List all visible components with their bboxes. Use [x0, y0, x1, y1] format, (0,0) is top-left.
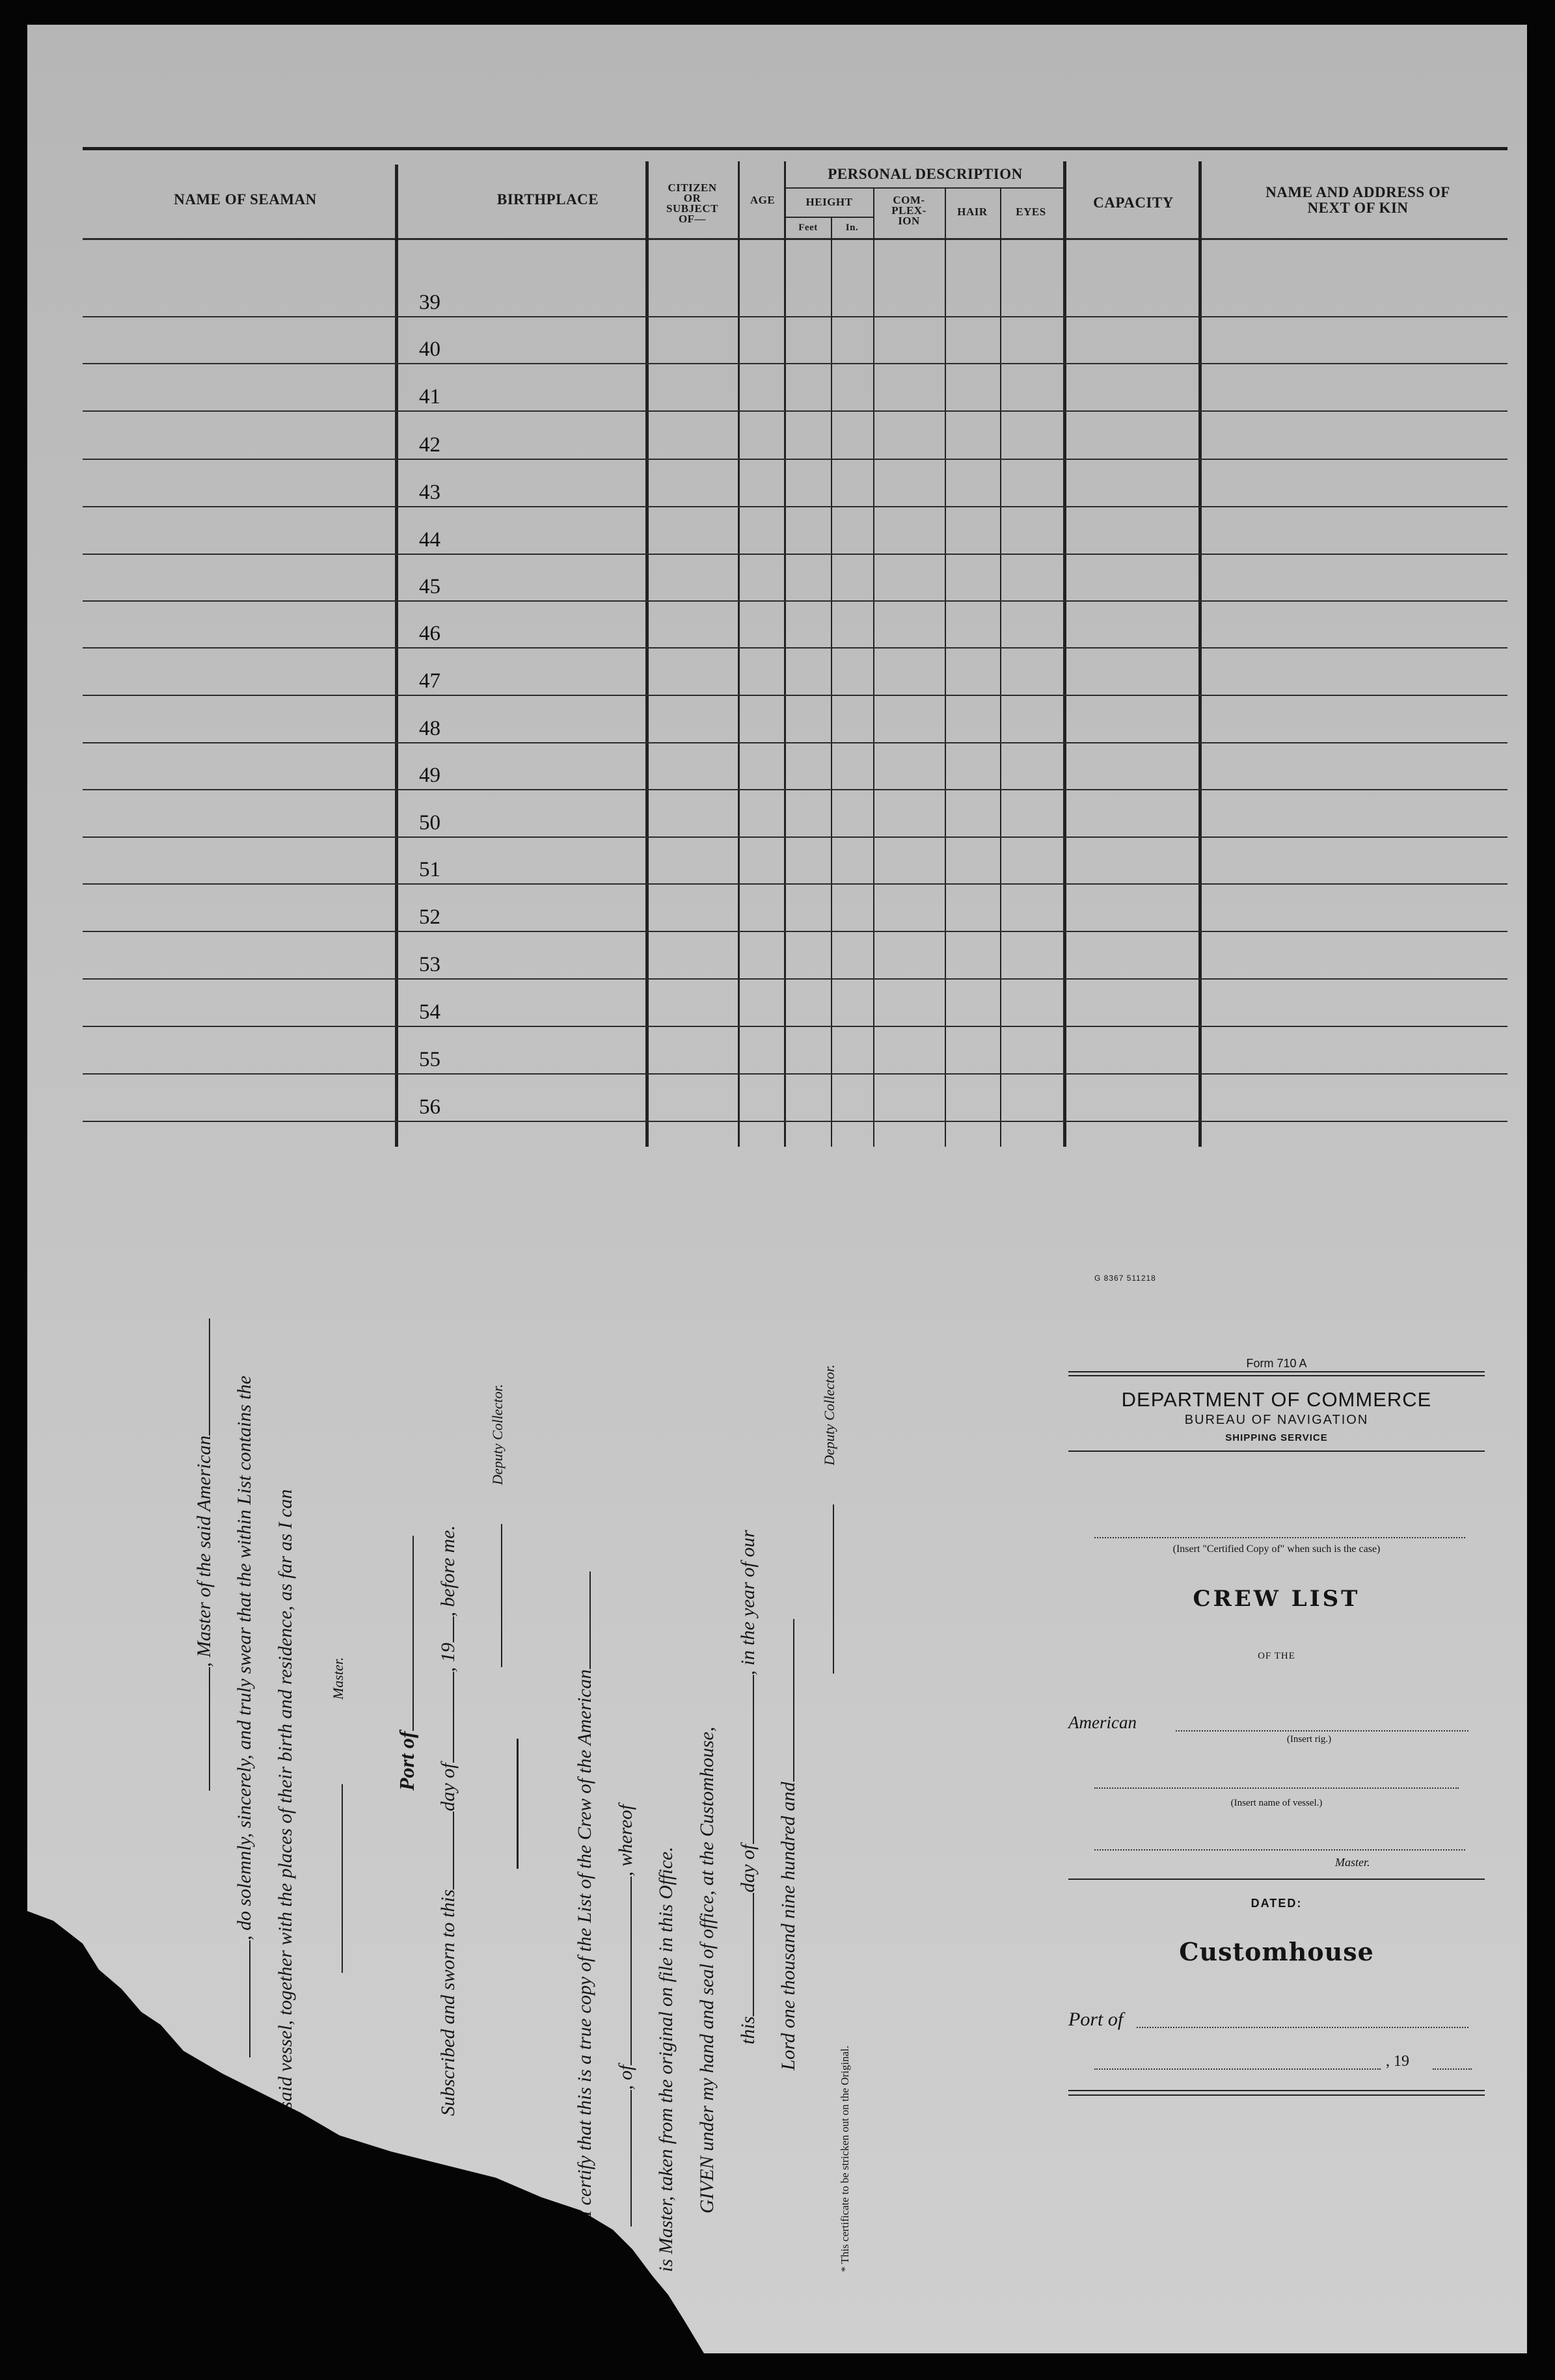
header-hair: HAIR [957, 206, 988, 218]
header-height: HEIGHT [805, 196, 853, 208]
table-row: 41 [83, 365, 1508, 412]
table-row: 43 [83, 461, 1508, 507]
table-row: 45 [83, 555, 1508, 602]
oath-master-line: , Master of the said American [193, 1318, 215, 1791]
torn-corner-damage [27, 25, 1527, 2353]
header-inches: In. [845, 222, 859, 233]
table-row: 56 [83, 1075, 1508, 1122]
table-row: 54 [83, 980, 1508, 1027]
certify-is-master: is Master, taken from the original on file in this Office. [655, 1847, 677, 2272]
oath-deputy-collector-1: Deputy Collector. [489, 1384, 506, 1667]
year-label: , 19 [1386, 2053, 1409, 2070]
certify-of-line: , of, whereof [615, 1804, 637, 2226]
header-eyes: EYES [1016, 206, 1046, 218]
customhouse-title: Customhouse [1179, 1937, 1374, 1966]
oath-port-of: Port of [395, 1536, 419, 1791]
insert-certified-note: (Insert "Certified Copy of" when such is the case) [1172, 1544, 1381, 1555]
of-the-label: OF THE [1258, 1651, 1295, 1661]
table-row: 48 [83, 697, 1508, 743]
department-title: DEPARTMENT OF COMMERCE [1121, 1388, 1432, 1411]
header-capacity: CAPACITY [1093, 194, 1174, 211]
oath-deputy-collector-2: Deputy Collector. [821, 1365, 838, 1674]
port-of-label: Port of [1068, 2009, 1124, 2030]
service-title: SHIPPING SERVICE [1225, 1432, 1328, 1443]
table-row: 52 [83, 885, 1508, 932]
table-row: 46 [83, 602, 1508, 648]
oath-master-signature: Master. [330, 1657, 347, 1973]
table-row: 40 [83, 317, 1508, 364]
header-complexion: COM- PLEX- ION [891, 194, 926, 227]
table-row: 39 [83, 271, 1508, 317]
header-next-of-kin: NAME AND ADDRESS OF NEXT OF KIN [1265, 184, 1450, 216]
insert-vessel-note: (Insert name of vessel.) [1230, 1798, 1323, 1808]
header-name-of-seaman: NAME OF SEAMAN [174, 191, 317, 207]
american-label: American [1068, 1713, 1137, 1732]
oath-subscribed-line: Subscribed and sworn to thisday of, 19, before me. [437, 1525, 459, 2116]
header-citizen: CITIZEN OR SUBJECT OF— [666, 181, 719, 225]
certify-this-day: thisday of, in the year of our [737, 1530, 759, 2044]
certify-line: *I certify that this is a true copy of the List of the Crew of the American [574, 1571, 596, 2226]
certify-given: GIVEN under my hand and seal of office, at the Customhouse, [696, 1726, 718, 2213]
header-age: AGE [750, 194, 776, 206]
header-personal-description: PERSONAL DESCRIPTION [828, 166, 1023, 182]
table-row: 42 [83, 413, 1508, 460]
print-code: G 8367 511218 [1094, 1274, 1156, 1283]
table-row: 49 [83, 743, 1508, 790]
bureau-title: BUREAU OF NAVIGATION [1184, 1413, 1369, 1427]
table-row: 47 [83, 649, 1508, 696]
insert-rig-note: (Insert rig.) [1286, 1734, 1332, 1745]
form-number: Form 710 A [1246, 1357, 1307, 1370]
table-row: 53 [83, 933, 1508, 980]
table-row: 50 [83, 791, 1508, 838]
master-label: Master. [1335, 1856, 1370, 1869]
dated-label: DATED: [1251, 1897, 1303, 1910]
crew-list-page [27, 25, 1527, 2353]
certify-lord: Lord one thousand nine hundred and [777, 1619, 800, 2070]
oath-swear-line: , do solemnly, sincerely, and truly swear that the within List contains the [234, 1376, 256, 2057]
crew-list-title: CREW LIST [1193, 1586, 1360, 1612]
oath-crew-line: the Crew of the said vessel, together with the places of their birth and residence, as far as I can [275, 1489, 296, 2233]
header-birthplace: BIRTHPLACE [496, 191, 599, 207]
certify-footnote: * This certificate to be stricken out on the Original. [839, 2045, 851, 2272]
table-row: 55 [83, 1028, 1508, 1075]
table-row: 44 [83, 508, 1508, 555]
header-feet: Feet [798, 222, 818, 233]
table-row: 51 [83, 838, 1508, 885]
